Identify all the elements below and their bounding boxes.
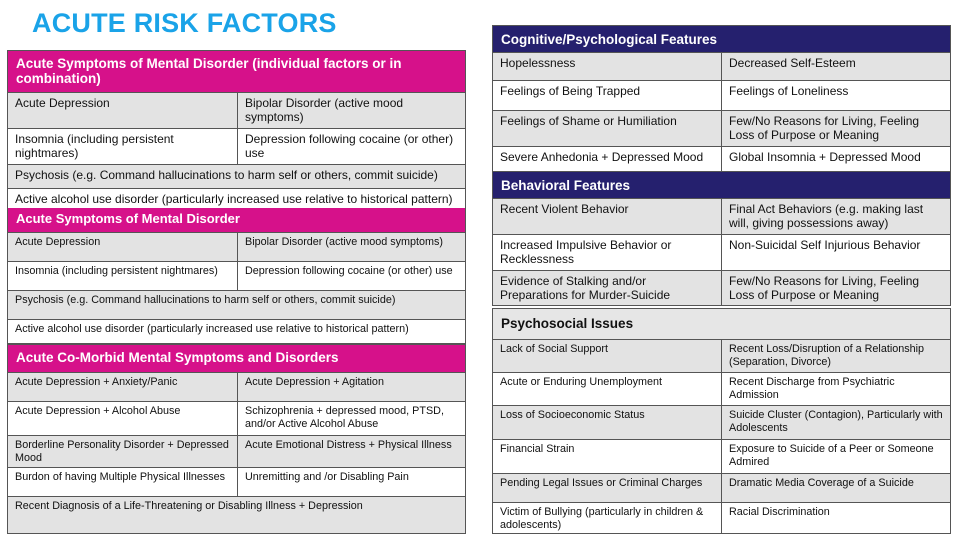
table-cell: Severe Anhedonia + Depressed Mood — [493, 147, 722, 171]
table-cell: Suicide Cluster (Contagion), Particularly with Adolescents — [729, 409, 943, 434]
table-cell: Feelings of Shame or Humiliation — [493, 111, 722, 146]
table-cell: Psychosis (e.g. Command hallucinations to harm self or others, commit suicide) — [15, 168, 438, 182]
table-cell: Dramatic Media Coverage of a Suicide — [729, 477, 914, 489]
table-cell: Depression following cocaine (or other) use — [245, 265, 453, 277]
table-row — [8, 128, 465, 164]
table-cell: Lack of Social Support — [493, 340, 722, 372]
table-cell: Borderline Personality Disorder + Depressed Mood — [8, 436, 238, 467]
table-cell: Acute Depression + Agitation — [245, 376, 384, 388]
table-row — [8, 319, 465, 343]
table-row — [8, 92, 465, 128]
table-row — [493, 270, 950, 305]
table-cell: Recent Violent Behavior — [493, 199, 722, 234]
table-cell: Unremitting and /or Disabling Pain — [245, 471, 409, 483]
table-cell: Active alcohol use disorder (particularly increased use relative to historical pattern) — [15, 192, 453, 206]
table-cell: Acute Depression — [8, 233, 238, 261]
table-cell: Pending Legal Issues or Criminal Charges — [493, 474, 722, 502]
table-cell: Increased Impulsive Behavior or Recklessness — [493, 235, 722, 270]
table-cell: Schizophrenia + depressed mood, PTSD, and/or Active Alcohol Abuse — [245, 405, 444, 430]
table-cell: Depression following cocaine (or other) use — [245, 132, 454, 160]
page-title: ACUTE RISK FACTORS — [32, 8, 337, 38]
section-header: Acute Symptoms of Mental Disorder — [8, 208, 465, 232]
table-cell: Insomnia (including persistent nightmares) — [8, 262, 238, 290]
table-cell: Exposure to Suicide of a Peer or Someone Admired — [729, 443, 934, 468]
table-cell: Insomnia (including persistent nightmares) — [8, 129, 238, 164]
table-cell: Acute Emotional Distress + Physical Illness — [245, 439, 452, 451]
acute-symptoms-table-2 — [7, 208, 466, 344]
cognitive-features-table — [492, 25, 951, 172]
table-cell: Acute or Enduring Unemployment — [493, 373, 722, 405]
section-header: Behavioral Features — [493, 172, 950, 198]
acute-symptoms-table-1 — [7, 50, 466, 212]
table-cell: Bipolar Disorder (active mood symptoms) — [245, 96, 404, 124]
psychosocial-issues-table — [492, 308, 951, 534]
section-header: Psychosocial Issues — [493, 309, 950, 339]
table-row — [8, 164, 465, 188]
table-cell: Financial Strain — [493, 440, 722, 473]
table-row — [493, 405, 950, 439]
table-row — [493, 234, 950, 270]
table-cell: Feelings of Loneliness — [729, 84, 849, 98]
table-cell: Few/No Reasons for Living, Feeling Loss of Purpose or Meaning — [729, 114, 920, 142]
table-cell: Victim of Bullying (particularly in children & adolescents) — [493, 503, 722, 533]
table-cell: Hopelessness — [493, 53, 722, 80]
table-row — [493, 198, 950, 234]
table-row — [493, 52, 950, 80]
section-header: Acute Symptoms of Mental Disorder (individual factors or in combination) — [8, 51, 465, 92]
comorbid-table — [7, 344, 466, 534]
table-cell: Decreased Self-Esteem — [729, 56, 856, 70]
table-cell: Loss of Socioeconomic Status — [493, 406, 722, 439]
table-row — [8, 372, 465, 401]
section-header: Cognitive/Psychological Features — [493, 26, 950, 52]
table-cell: Racial Discrimination — [729, 506, 830, 518]
section-header: Acute Co-Morbid Mental Symptoms and Disorders — [8, 345, 465, 372]
table-row — [493, 372, 950, 405]
table-row — [493, 146, 950, 171]
table-cell: Evidence of Stalking and/or Preparations for Murder-Suicide — [493, 271, 722, 305]
table-cell: Acute Depression — [8, 93, 238, 128]
table-row — [493, 339, 950, 372]
table-row — [493, 80, 950, 110]
table-cell: Acute Depression + Alcohol Abuse — [8, 402, 238, 435]
table-cell: Recent Loss/Disruption of a Relationship (Separation, Divorce) — [729, 343, 925, 368]
table-row — [8, 232, 465, 261]
table-row — [8, 401, 465, 435]
table-cell: Burdon of having Multiple Physical Illnesses — [8, 468, 238, 496]
table-row — [8, 496, 465, 533]
table-cell: Non-Suicidal Self Injurious Behavior — [729, 238, 921, 252]
table-cell: Final Act Behaviors (e.g. making last will, giving possessions away) — [729, 202, 924, 230]
table-cell: Recent Discharge from Psychiatric Admission — [729, 376, 895, 401]
table-row — [493, 502, 950, 533]
table-cell: Bipolar Disorder (active mood symptoms) — [245, 236, 444, 248]
table-row — [493, 439, 950, 473]
table-cell: Recent Diagnosis of a Life-Threatening or Disabling Illness + Depression — [15, 500, 363, 512]
table-row — [8, 435, 465, 467]
table-row — [493, 473, 950, 502]
table-row — [8, 467, 465, 496]
behavioral-features-table — [492, 171, 951, 306]
table-row — [8, 290, 465, 319]
table-cell: Active alcohol use disorder (particularly increased use relative to historical pattern) — [15, 323, 409, 335]
table-cell: Feelings of Being Trapped — [493, 81, 722, 110]
table-cell: Global Insomnia + Depressed Mood — [729, 150, 921, 164]
table-cell: Few/No Reasons for Living, Feeling Loss of Purpose or Meaning — [729, 274, 920, 302]
table-cell: Psychosis (e.g. Command hallucinations to harm self or others, commit suicide) — [15, 294, 396, 306]
table-cell: Acute Depression + Anxiety/Panic — [8, 373, 238, 401]
table-row — [8, 261, 465, 290]
table-row — [493, 110, 950, 146]
